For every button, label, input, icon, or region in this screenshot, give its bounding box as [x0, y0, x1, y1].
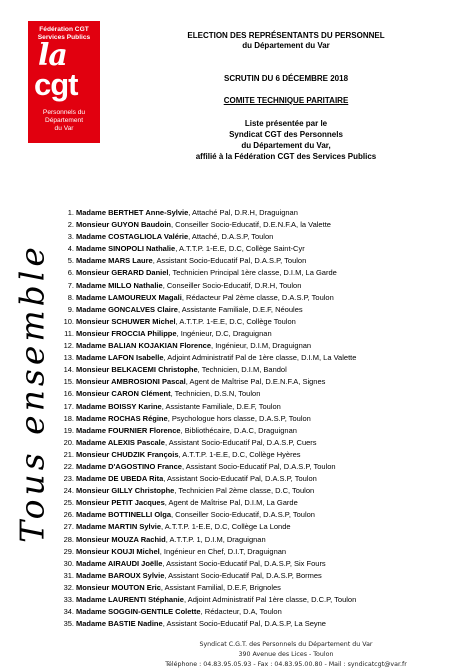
candidate-detail: , Ingénieur en Chef, D.I.T, Draguignan	[159, 546, 287, 556]
candidate-row	[58, 376, 468, 388]
candidate-number: 20.	[63, 437, 74, 447]
candidate-detail: , Conseiller Socio-Educatif, D.A.S.P, Toulon	[171, 510, 315, 520]
candidate-row	[58, 534, 468, 546]
candidate-name: Madame BOTTINELLI Olga	[76, 510, 172, 520]
candidate-number: 29.	[63, 546, 74, 556]
candidate-name: Madame COSTAGLIOLA Valérie	[76, 232, 189, 242]
candidate-number: 30.	[63, 558, 74, 568]
candidate-detail: , Technicien, D.S.N, Toulon	[170, 389, 261, 399]
candidate-row	[58, 521, 468, 533]
candidate-row	[58, 401, 468, 413]
candidate-name: Madame AIRAUDI Joëlle	[76, 558, 163, 568]
vertical-slogan	[12, 158, 52, 628]
candidate-detail: , A.T.T.P. 1-E.E, D.C, Collège Toulon	[175, 316, 296, 326]
department-label	[28, 109, 100, 133]
list-presentation	[110, 118, 462, 162]
candidate-number: 5.	[67, 256, 74, 266]
candidate-number: 15.	[63, 377, 74, 387]
candidate-detail: , Rédacteur, D.A, Toulon	[200, 607, 282, 617]
candidate-detail: , Bibliothécaire, D.A.C, Draguignan	[180, 425, 297, 435]
candidate-name: Madame FOURNIER Florence	[76, 425, 181, 435]
candidate-number: 14.	[63, 365, 74, 375]
candidate-detail: , Attaché Pal, D.R.H, Draguignan	[188, 208, 298, 217]
candidate-number: 10.	[63, 316, 74, 326]
candidate-name: Madame BASTIE Nadine	[76, 619, 163, 629]
candidate-name: Madame BOISSY Karine	[76, 401, 162, 411]
candidate-detail: , Assistante Familiale, D.E.F, Toulon	[161, 401, 281, 411]
candidate-detail: , Assistant Socio-Educatif Pal, D.A.S.P, Cuers	[164, 437, 317, 447]
committee-title: COMITE TECHNIQUE PARITAIRE	[223, 96, 349, 105]
candidate-name: Madame GONCALVES Claire	[76, 304, 178, 314]
candidate-detail: , Assistant Socio-Educatif Pal, D.A.S.P, Six Fours	[162, 558, 326, 568]
candidate-detail: , Conseiller Socio-Educatif, D.E.N.F.A, la Valette	[171, 220, 331, 230]
candidate-number: 34.	[63, 607, 74, 617]
candidate-row	[58, 364, 468, 376]
candidate-detail: , Assistant Socio-Educatif Pal, D.A.S.P, Toulon	[163, 474, 317, 484]
candidate-detail: , A.T.T.P. 1-E.E, D.C, Collège Saint-Cyr	[175, 244, 305, 254]
scrutin-date: SCRUTIN DU 6 DÉCEMBRE 2018	[223, 74, 349, 83]
presentation-line: du Département du Var,	[241, 141, 331, 150]
candidate-number: 4.	[67, 244, 74, 254]
candidate-number: 6.	[67, 268, 74, 278]
candidate-number: 9.	[67, 304, 74, 314]
candidate-number: 22.	[63, 461, 74, 471]
candidate-row	[58, 231, 468, 243]
candidate-row	[58, 594, 468, 606]
candidate-detail: , A.T.T.P. 1-E.E, D.C, Collège La Londe	[161, 522, 291, 532]
candidate-name: Monsieur CARON Clément	[76, 389, 171, 399]
candidate-name: Monsieur GUYON Baudoin	[76, 220, 172, 230]
department-line: Personnels du	[42, 109, 86, 116]
candidate-row	[58, 509, 468, 521]
footer-contact: Téléphone : 04.83.95.05.93 - Fax : 04.83.95.00.80 - Mail : syndicatcgt@var.fr	[165, 661, 407, 668]
candidate-number: 3.	[67, 232, 74, 242]
candidate-detail: , Assistant Socio-Educatif Pal, D.A.S.P, La Seyne	[162, 619, 326, 629]
candidate-name: Monsieur MOUZA Rachid	[76, 534, 166, 544]
candidate-name: Madame SOGGIN-GENTILE Colette	[76, 607, 201, 617]
candidate-row	[58, 485, 468, 497]
candidate-detail: , A.T.T.P. 1, D.I.M, Draguignan	[165, 534, 266, 544]
candidate-number: 33.	[63, 595, 74, 604]
candidate-name: Monsieur GILLY Christophe	[76, 486, 175, 496]
candidate-name: Monsieur MOUTON Eric	[76, 582, 161, 592]
candidate-detail: , Technicien Pal 2ème classe, D.C, Toulon	[174, 486, 315, 496]
candidate-row	[58, 413, 468, 425]
candidate-detail: , Attaché, D.A.S.P, Toulon	[188, 232, 274, 242]
candidate-row	[58, 449, 468, 461]
candidate-row	[58, 207, 468, 219]
candidate-number: 23.	[63, 474, 74, 484]
candidate-detail: , Assistante Familiale, D.E.F, Néoules	[177, 304, 303, 314]
candidate-detail: , Ingénieur, D.C, Draguignan	[176, 328, 272, 338]
candidate-row	[58, 304, 468, 316]
candidate-number: 1.	[67, 208, 74, 217]
candidate-row	[58, 243, 468, 255]
department-line: Département	[44, 117, 84, 124]
candidate-number: 26.	[63, 510, 74, 520]
candidate-row	[58, 316, 468, 328]
candidate-row	[58, 388, 468, 400]
candidate-number: 32.	[63, 582, 74, 592]
candidate-list	[58, 207, 468, 630]
candidate-detail: , Assistant Socio-Educatif Pal, D.A.S.P, Toulon	[152, 256, 307, 266]
cgt-logo	[28, 21, 100, 143]
candidate-detail: , Agent de Maîtrise Pal, D.I.M, La Garde	[164, 498, 298, 508]
candidate-detail: , Adjoint Administratif Pal de 1ère classe, D.I.M, La Valette	[163, 353, 357, 363]
candidate-row	[58, 425, 468, 437]
candidate-number: 31.	[63, 570, 74, 580]
candidate-detail: , Technicien, D.I.M, Bandol	[197, 365, 287, 375]
candidate-number: 35.	[63, 619, 74, 629]
candidate-number: 24.	[63, 486, 74, 496]
candidate-detail: , Assistant Socio-Educatif Pal, D.A.S.P, Bormes	[164, 570, 322, 580]
candidate-row	[58, 340, 468, 352]
candidate-name: Monsieur FROCCIA Philippe	[76, 328, 177, 338]
logo-cgt: cgt	[34, 67, 78, 102]
candidate-detail: , Assistant Socio-Educatif Pal, D.A.S.P, Toulon	[181, 461, 336, 471]
presentation-line: affilié à la Fédération CGT des Services Publics	[195, 152, 377, 161]
candidate-number: 16.	[63, 389, 74, 399]
candidate-name: Madame D'AGOSTINO France	[76, 461, 182, 471]
candidate-detail: , Agent de Maîtrise Pal, D.E.N.F.A, Signes	[185, 377, 326, 387]
candidate-row	[58, 473, 468, 485]
candidate-name: Monsieur BELKACEMI Christophe	[76, 365, 198, 375]
candidate-number: 7.	[67, 280, 74, 290]
department-line: du Var	[54, 125, 74, 132]
candidate-detail: , Psychologue hors classe, D.A.S.P, Toulon	[167, 413, 311, 423]
candidate-detail: , Assistant Familial, D.E.F, Brignoles	[160, 582, 281, 592]
candidate-row	[58, 255, 468, 267]
candidate-detail: , A.T.T.P. 1-E.E, D.C, Collège Hyères	[178, 449, 301, 459]
candidate-name: Madame BAROUX Sylvie	[76, 570, 165, 580]
candidate-number: 12.	[63, 341, 74, 351]
candidate-name: Madame MARTIN Sylvie	[76, 522, 162, 532]
candidate-name: Madame DE UBEDA Rita	[76, 474, 164, 484]
candidate-detail: , Ingénieur, D.I.M, Draguignan	[211, 341, 312, 351]
candidate-name: Madame LAFON Isabelle	[76, 353, 164, 363]
candidate-name: Madame ROCHAS Régine	[76, 413, 168, 423]
candidate-row	[58, 606, 468, 618]
candidate-name: Madame BERTHET Anne-Sylvie	[76, 208, 189, 217]
title-line: ELECTION DES REPRÉSENTANTS DU PERSONNEL	[187, 31, 385, 40]
candidate-number: 18.	[63, 413, 74, 423]
candidate-number: 21.	[63, 449, 74, 459]
candidate-row	[58, 461, 468, 473]
candidate-name: Madame MARS Laure	[76, 256, 153, 266]
candidate-number: 17.	[63, 401, 74, 411]
candidate-name: Monsieur GERARD Daniel	[76, 268, 169, 278]
election-title	[110, 31, 462, 51]
candidate-row	[58, 352, 468, 364]
candidate-number: 13.	[63, 353, 74, 363]
candidate-name: Monsieur CHUDZIK François	[76, 449, 179, 459]
candidate-number: 19.	[63, 425, 74, 435]
candidate-name: Monsieur AMBROSIONI Pascal	[76, 377, 186, 387]
candidate-name: Madame BALIAN KOJAKIAN Florence	[76, 341, 212, 351]
candidate-row	[58, 497, 468, 509]
presentation-line: Liste présentée par le	[244, 119, 328, 128]
candidate-row	[58, 570, 468, 582]
candidate-row	[58, 618, 468, 630]
logo-la: la	[38, 38, 67, 73]
candidate-name: Madame MILLO Nathalie	[76, 280, 163, 290]
candidate-name: Monsieur PETIT Jacques	[76, 498, 165, 508]
candidate-name: Monsieur KOUJI Michel	[76, 546, 160, 556]
candidate-detail: , Technicien Principal 1ère classe, D.I.M, La Garde	[168, 268, 337, 278]
federation-line: Services Publics	[37, 34, 91, 41]
candidate-number: 11.	[64, 328, 74, 338]
candidate-row	[58, 280, 468, 292]
candidate-row	[58, 582, 468, 594]
candidate-detail: , Adjoint Administratif Pal 1ère classe, D.C.P, Toulon	[183, 595, 357, 604]
candidate-number: 28.	[63, 534, 74, 544]
candidate-row	[58, 267, 468, 279]
candidate-row	[58, 328, 468, 340]
candidate-number: 27.	[63, 522, 74, 532]
candidate-name: Madame LAMOUREUX Magali	[76, 292, 182, 302]
candidate-name: Madame LAURENTI Stéphanie	[76, 595, 184, 604]
candidate-detail: , Rédacteur Pal 2ème classe, D.A.S.P, Toulon	[181, 292, 334, 302]
candidate-number: 8.	[67, 292, 74, 302]
title-line: du Département du Var	[242, 41, 330, 50]
candidate-number: 25.	[63, 498, 74, 508]
candidate-row	[58, 292, 468, 304]
candidate-name: Madame SINOPOLI Nathalie	[76, 244, 176, 254]
candidate-number: 2.	[67, 220, 74, 230]
candidate-name: Madame ALEXIS Pascale	[76, 437, 165, 447]
slogan-text: Tous ensemble	[12, 243, 52, 543]
footer-union: Syndicat C.G.T. des Personnels du Département du Var	[199, 641, 373, 648]
footer-address: 390 Avenue des Lices - Toulon	[238, 651, 334, 658]
presentation-line: Syndicat CGT des Personnels	[229, 130, 343, 139]
candidate-row	[58, 558, 468, 570]
candidate-row	[58, 219, 468, 231]
candidate-name: Monsieur SCHUWER Michel	[76, 316, 176, 326]
federation-line: Fédération CGT	[39, 26, 89, 33]
candidate-row	[58, 437, 468, 449]
candidate-detail: , Conseiller Socio-Educatif, D.R.H, Toulon	[162, 280, 302, 290]
candidate-row	[58, 546, 468, 558]
